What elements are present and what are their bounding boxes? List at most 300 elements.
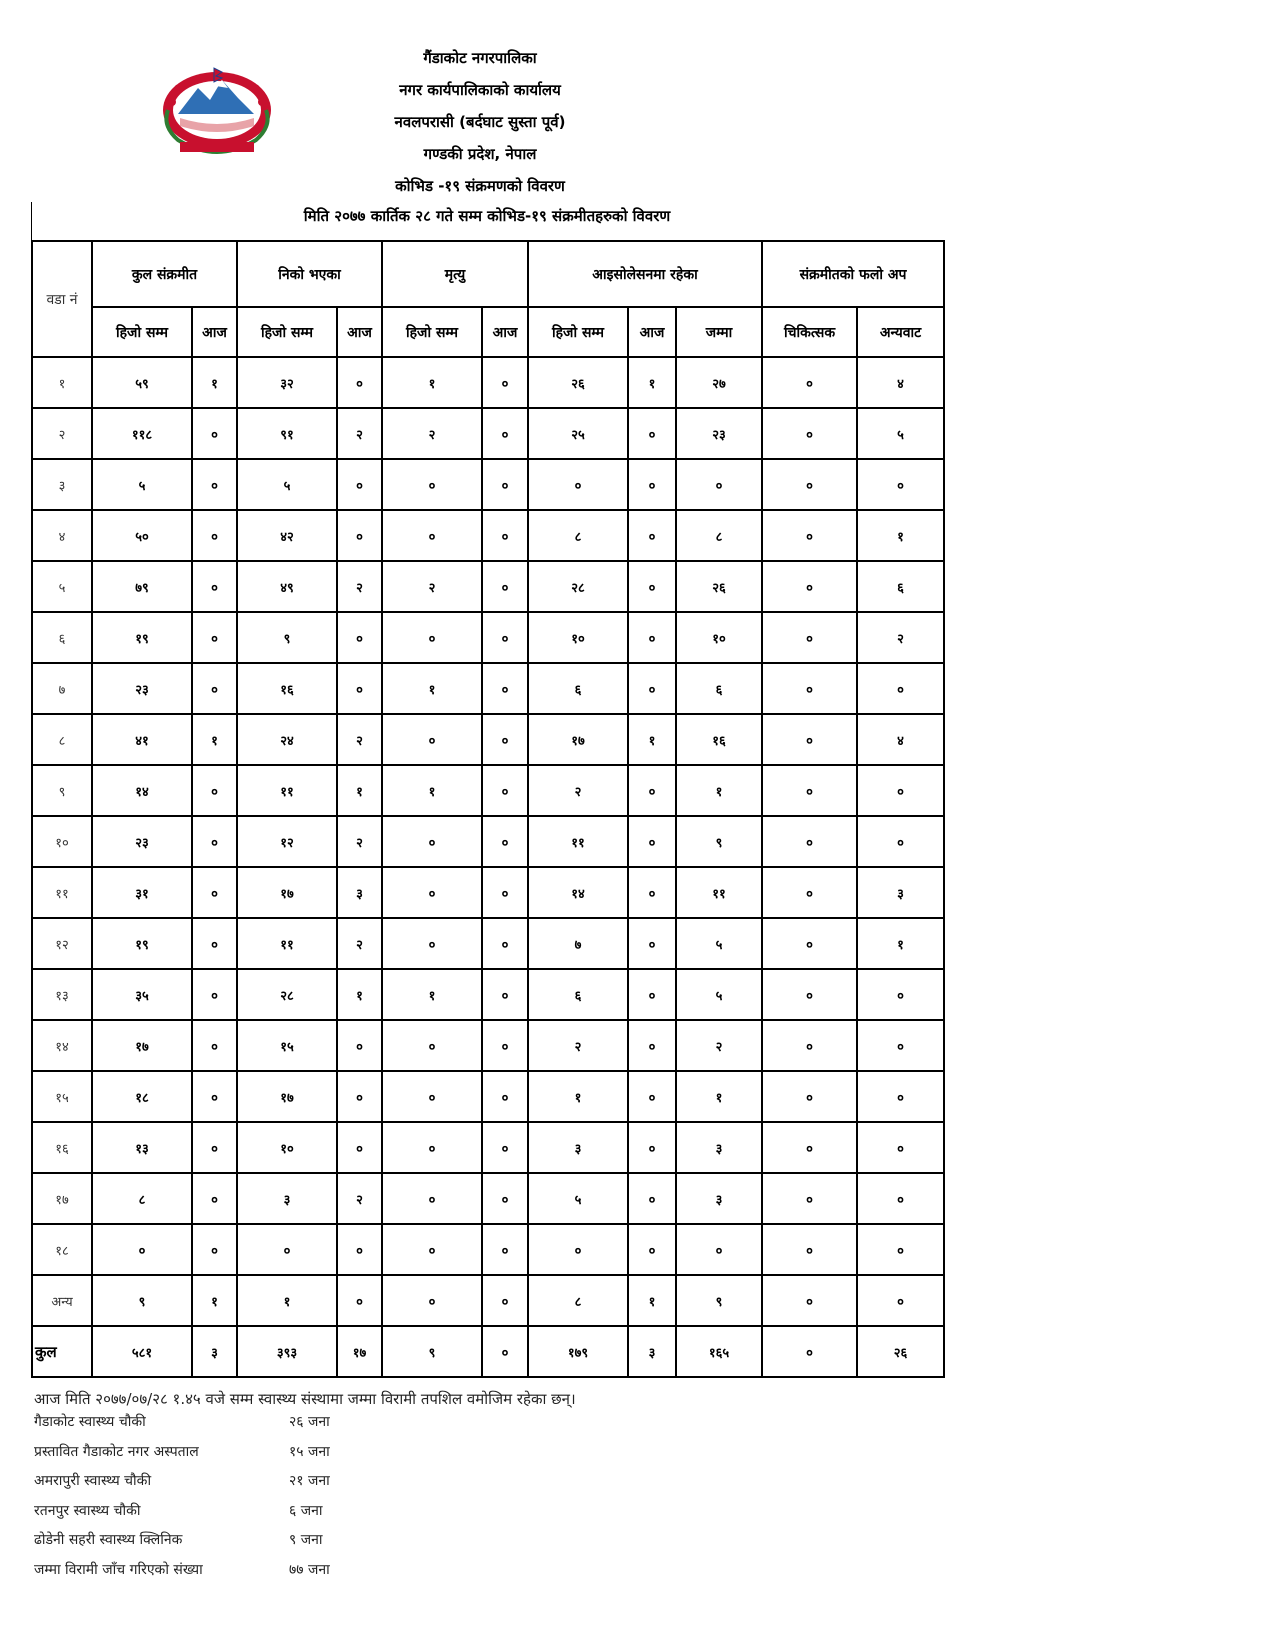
table-row bbox=[32, 969, 944, 1020]
value-cell: ० bbox=[382, 1122, 482, 1173]
value-cell: ० bbox=[192, 663, 237, 714]
value-cell: ० bbox=[857, 1122, 944, 1173]
value-cell: ३५ bbox=[92, 969, 192, 1020]
value-cell: ० bbox=[192, 867, 237, 918]
value-cell: १९ bbox=[92, 918, 192, 969]
value-cell: ० bbox=[192, 612, 237, 663]
value-cell: २३ bbox=[92, 663, 192, 714]
value-cell: ० bbox=[192, 408, 237, 459]
value-cell: ११ bbox=[528, 816, 628, 867]
value-cell: १७९ bbox=[528, 1326, 628, 1377]
value-cell: ० bbox=[382, 918, 482, 969]
facility-patient-count: ७७ जना bbox=[289, 1561, 330, 1578]
value-cell: ३ bbox=[676, 1122, 762, 1173]
value-cell: ० bbox=[382, 1071, 482, 1122]
value-cell: ३२ bbox=[237, 357, 337, 408]
value-cell: ० bbox=[528, 1224, 628, 1275]
value-cell: १ bbox=[628, 714, 676, 765]
value-cell: ० bbox=[762, 1173, 857, 1224]
facility-name: गैडाकोट स्वास्थ्य चौकी bbox=[34, 1414, 146, 1430]
value-cell: ५९ bbox=[92, 357, 192, 408]
value-cell: ६ bbox=[528, 663, 628, 714]
value-cell: ० bbox=[762, 1071, 857, 1122]
table-row bbox=[32, 816, 944, 867]
value-cell: १२ bbox=[237, 816, 337, 867]
value-cell: ० bbox=[857, 1020, 944, 1071]
value-cell: ० bbox=[857, 1173, 944, 1224]
summary-note: आज मिति २०७७/०७/२८ १.४५ वजे सम्म स्वास्थ्य संस्थामा जम्मा विरामी तपशिल वमोजिम रहेका छन्। bbox=[34, 1390, 576, 1408]
table-row bbox=[32, 1173, 944, 1224]
ward-number-cell: ७ bbox=[32, 663, 92, 714]
recovered-header: निको भएका bbox=[237, 241, 382, 307]
value-cell: १ bbox=[192, 357, 237, 408]
value-cell: २ bbox=[528, 765, 628, 816]
value-cell: १३ bbox=[92, 1122, 192, 1173]
value-cell: ० bbox=[237, 1224, 337, 1275]
value-cell: ६ bbox=[528, 969, 628, 1020]
value-cell: ० bbox=[482, 714, 528, 765]
ward-number-cell: १२ bbox=[32, 918, 92, 969]
value-cell: १० bbox=[676, 612, 762, 663]
value-cell: ० bbox=[382, 1224, 482, 1275]
value-cell: ० bbox=[857, 969, 944, 1020]
ward-number-cell: १३ bbox=[32, 969, 92, 1020]
ward-number-cell: १० bbox=[32, 816, 92, 867]
value-cell: ० bbox=[337, 663, 382, 714]
value-cell: २ bbox=[382, 561, 482, 612]
value-cell: २७ bbox=[676, 357, 762, 408]
value-cell: ५८१ bbox=[92, 1326, 192, 1377]
value-cell: ३ bbox=[628, 1326, 676, 1377]
value-cell: २ bbox=[337, 918, 382, 969]
value-cell: २ bbox=[528, 1020, 628, 1071]
value-cell: १ bbox=[528, 1071, 628, 1122]
value-cell: ० bbox=[762, 510, 857, 561]
value-cell: ० bbox=[857, 1071, 944, 1122]
value-cell: ० bbox=[482, 408, 528, 459]
value-cell: ० bbox=[382, 867, 482, 918]
value-cell: ० bbox=[628, 510, 676, 561]
value-cell: ० bbox=[337, 1071, 382, 1122]
value-cell: ० bbox=[628, 1224, 676, 1275]
subheader-cell: आज bbox=[192, 307, 237, 357]
ward-number-cell: १४ bbox=[32, 1020, 92, 1071]
value-cell: २ bbox=[676, 1020, 762, 1071]
value-cell: ० bbox=[482, 510, 528, 561]
value-cell: १७ bbox=[237, 1071, 337, 1122]
value-cell: ० bbox=[762, 408, 857, 459]
value-cell: ० bbox=[762, 918, 857, 969]
table-row bbox=[32, 1020, 944, 1071]
value-cell: ११ bbox=[237, 918, 337, 969]
subheader-cell: हिजो सम्म bbox=[382, 307, 482, 357]
value-cell: २३ bbox=[676, 408, 762, 459]
value-cell: ९ bbox=[237, 612, 337, 663]
facility-row bbox=[34, 1412, 330, 1431]
value-cell: ० bbox=[628, 1071, 676, 1122]
value-cell: ० bbox=[762, 459, 857, 510]
value-cell: ० bbox=[857, 816, 944, 867]
value-cell: ० bbox=[762, 357, 857, 408]
municipality-name: गैंडाकोट नगरपालिका bbox=[423, 49, 537, 67]
ward-number-cell: १६ bbox=[32, 1122, 92, 1173]
value-cell: ० bbox=[192, 1020, 237, 1071]
value-cell: ० bbox=[192, 918, 237, 969]
value-cell: ८ bbox=[92, 1173, 192, 1224]
value-cell: ५ bbox=[676, 918, 762, 969]
value-cell: ४९ bbox=[237, 561, 337, 612]
value-cell: ० bbox=[762, 561, 857, 612]
value-cell: ० bbox=[192, 1224, 237, 1275]
value-cell: ० bbox=[482, 357, 528, 408]
total-row bbox=[32, 1326, 944, 1377]
value-cell: ० bbox=[192, 1122, 237, 1173]
facility-patient-count: १५ जना bbox=[289, 1443, 330, 1460]
value-cell: ८ bbox=[528, 1275, 628, 1326]
value-cell: १८ bbox=[92, 1071, 192, 1122]
value-cell: ० bbox=[382, 1020, 482, 1071]
value-cell: १५ bbox=[237, 1020, 337, 1071]
value-cell: ० bbox=[762, 1275, 857, 1326]
value-cell: २ bbox=[382, 408, 482, 459]
subheader-cell: चिकित्सक bbox=[762, 307, 857, 357]
value-cell: ० bbox=[382, 612, 482, 663]
value-cell: ० bbox=[192, 969, 237, 1020]
facility-row bbox=[34, 1501, 323, 1520]
ward-number-cell: ५ bbox=[32, 561, 92, 612]
value-cell: ० bbox=[482, 765, 528, 816]
value-cell: ० bbox=[337, 612, 382, 663]
value-cell: ७९ bbox=[92, 561, 192, 612]
ward-number-cell: ९ bbox=[32, 765, 92, 816]
value-cell: ० bbox=[482, 1122, 528, 1173]
value-cell: ० bbox=[628, 918, 676, 969]
value-cell: ० bbox=[192, 1173, 237, 1224]
covid-ward-table bbox=[31, 240, 945, 1378]
value-cell: ० bbox=[528, 459, 628, 510]
value-cell: ० bbox=[762, 765, 857, 816]
value-cell: ९ bbox=[676, 816, 762, 867]
value-cell: ४ bbox=[857, 714, 944, 765]
value-cell: ० bbox=[192, 459, 237, 510]
value-cell: १९ bbox=[92, 612, 192, 663]
value-cell: १ bbox=[192, 1275, 237, 1326]
ward-number-cell: १७ bbox=[32, 1173, 92, 1224]
value-cell: ० bbox=[482, 1020, 528, 1071]
isolation-header: आइसोलेसनमा रहेका bbox=[528, 241, 762, 307]
value-cell: ० bbox=[382, 816, 482, 867]
value-cell: ० bbox=[192, 765, 237, 816]
table-row bbox=[32, 1275, 944, 1326]
value-cell: ० bbox=[628, 663, 676, 714]
value-cell: १ bbox=[382, 357, 482, 408]
subheader-cell: हिजो सम्म bbox=[92, 307, 192, 357]
value-cell: ० bbox=[482, 561, 528, 612]
follow-up-header: संक्रमीतको फलो अप bbox=[762, 241, 944, 307]
total-infected-header: कुल संक्रमीत bbox=[92, 241, 237, 307]
value-cell: ० bbox=[337, 459, 382, 510]
value-cell: ३१ bbox=[92, 867, 192, 918]
value-cell: ० bbox=[382, 1173, 482, 1224]
value-cell: ० bbox=[762, 714, 857, 765]
value-cell: २ bbox=[337, 816, 382, 867]
value-cell: २६ bbox=[676, 561, 762, 612]
value-cell: २३ bbox=[92, 816, 192, 867]
value-cell: ० bbox=[482, 918, 528, 969]
value-cell: २४ bbox=[237, 714, 337, 765]
value-cell: ७ bbox=[528, 918, 628, 969]
value-cell: ४ bbox=[857, 357, 944, 408]
value-cell: ० bbox=[628, 612, 676, 663]
ward-number-cell: अन्य bbox=[32, 1275, 92, 1326]
value-cell: ० bbox=[857, 663, 944, 714]
value-cell: ० bbox=[676, 459, 762, 510]
value-cell: ० bbox=[628, 459, 676, 510]
value-cell: २ bbox=[857, 612, 944, 663]
value-cell: ० bbox=[857, 765, 944, 816]
value-cell: ० bbox=[382, 714, 482, 765]
value-cell: ४१ bbox=[92, 714, 192, 765]
value-cell: १ bbox=[676, 765, 762, 816]
value-cell: ५ bbox=[528, 1173, 628, 1224]
value-cell: ११८ bbox=[92, 408, 192, 459]
value-cell: २६ bbox=[857, 1326, 944, 1377]
value-cell: ० bbox=[337, 1122, 382, 1173]
ward-number-cell: २ bbox=[32, 408, 92, 459]
value-cell: १६ bbox=[676, 714, 762, 765]
value-cell: ० bbox=[337, 1275, 382, 1326]
value-cell: ८ bbox=[528, 510, 628, 561]
value-cell: ० bbox=[482, 969, 528, 1020]
subheader-cell: आज bbox=[628, 307, 676, 357]
value-cell: ० bbox=[482, 612, 528, 663]
value-cell: ० bbox=[482, 1275, 528, 1326]
sub-header-row bbox=[32, 307, 944, 357]
value-cell: ३ bbox=[337, 867, 382, 918]
value-cell: १७ bbox=[237, 867, 337, 918]
value-cell: ० bbox=[192, 510, 237, 561]
subheader-cell: हिजो सम्म bbox=[528, 307, 628, 357]
value-cell: १ bbox=[857, 510, 944, 561]
value-cell: ० bbox=[482, 1173, 528, 1224]
table-row bbox=[32, 663, 944, 714]
table-row bbox=[32, 918, 944, 969]
value-cell: २ bbox=[337, 714, 382, 765]
value-cell: ० bbox=[92, 1224, 192, 1275]
value-cell: ९ bbox=[92, 1275, 192, 1326]
group-header-row bbox=[32, 241, 944, 307]
value-cell: ३ bbox=[528, 1122, 628, 1173]
value-cell: ० bbox=[382, 1275, 482, 1326]
value-cell: २ bbox=[337, 408, 382, 459]
value-cell: ० bbox=[482, 1326, 528, 1377]
value-cell: ० bbox=[628, 1020, 676, 1071]
value-cell: ११ bbox=[676, 867, 762, 918]
value-cell: ९ bbox=[382, 1326, 482, 1377]
value-cell: २८ bbox=[528, 561, 628, 612]
value-cell: ० bbox=[337, 1020, 382, 1071]
value-cell: ० bbox=[482, 867, 528, 918]
value-cell: ० bbox=[628, 1173, 676, 1224]
value-cell: ० bbox=[628, 561, 676, 612]
value-cell: ० bbox=[482, 816, 528, 867]
value-cell: ० bbox=[857, 1275, 944, 1326]
value-cell: २ bbox=[337, 1173, 382, 1224]
ward-number-cell: ४ bbox=[32, 510, 92, 561]
value-cell: ३ bbox=[192, 1326, 237, 1377]
value-cell: १४ bbox=[528, 867, 628, 918]
value-cell: १० bbox=[237, 1122, 337, 1173]
document-header bbox=[330, 42, 630, 202]
ward-number-cell: ८ bbox=[32, 714, 92, 765]
nepal-emblem-logo bbox=[158, 66, 276, 158]
value-cell: ० bbox=[337, 1224, 382, 1275]
value-cell: २८ bbox=[237, 969, 337, 1020]
total-label-cell: कुल bbox=[32, 1326, 92, 1377]
value-cell: ० bbox=[762, 663, 857, 714]
facility-patient-count: ६ जना bbox=[289, 1502, 323, 1519]
value-cell: ० bbox=[762, 816, 857, 867]
facility-name: जम्मा विरामी जाँच गरिएको संख्या bbox=[34, 1561, 203, 1578]
value-cell: ० bbox=[482, 1071, 528, 1122]
table-row bbox=[32, 561, 944, 612]
value-cell: १ bbox=[628, 357, 676, 408]
value-cell: ३ bbox=[676, 1173, 762, 1224]
ward-number-cell: १८ bbox=[32, 1224, 92, 1275]
value-cell: ३ bbox=[857, 867, 944, 918]
value-cell: ४२ bbox=[237, 510, 337, 561]
value-cell: १ bbox=[676, 1071, 762, 1122]
value-cell: ० bbox=[628, 816, 676, 867]
value-cell: ८ bbox=[676, 510, 762, 561]
value-cell: १ bbox=[382, 969, 482, 1020]
facility-row bbox=[34, 1560, 330, 1579]
value-cell: ० bbox=[628, 765, 676, 816]
value-cell: १४ bbox=[92, 765, 192, 816]
value-cell: १ bbox=[382, 663, 482, 714]
value-cell: ० bbox=[628, 408, 676, 459]
value-cell: ० bbox=[762, 1326, 857, 1377]
value-cell: २५ bbox=[528, 408, 628, 459]
table-row bbox=[32, 510, 944, 561]
table-row bbox=[32, 408, 944, 459]
ward-number-cell: १५ bbox=[32, 1071, 92, 1122]
deaths-header: मृत्यु bbox=[382, 241, 528, 307]
value-cell: ५ bbox=[237, 459, 337, 510]
district-name: नवलपरासी (बर्दघाट सुस्ता पूर्व) bbox=[394, 113, 566, 131]
table-subtitle: मिति २०७७ कार्तिक २८ गते सम्म कोभिड-१९ संक्रमीतहरुको विवरण bbox=[303, 207, 671, 225]
ward-number-cell: ६ bbox=[32, 612, 92, 663]
ward-number-cell: ११ bbox=[32, 867, 92, 918]
facility-patient-count: ९ जना bbox=[289, 1532, 323, 1548]
value-cell: ० bbox=[192, 816, 237, 867]
value-cell: ० bbox=[482, 459, 528, 510]
value-cell: ० bbox=[482, 663, 528, 714]
document-title: कोभिड -१९ संक्रमणको विवरण bbox=[395, 177, 565, 195]
value-cell: १ bbox=[237, 1275, 337, 1326]
value-cell: ६ bbox=[676, 663, 762, 714]
value-cell: ० bbox=[762, 969, 857, 1020]
facility-name: ढोडेनी सहरी स्वास्थ्य क्लिनिक bbox=[34, 1532, 183, 1548]
subheader-cell: हिजो सम्म bbox=[237, 307, 337, 357]
value-cell: ० bbox=[762, 612, 857, 663]
ward-number-header: वडा नं bbox=[32, 241, 92, 357]
value-cell: ० bbox=[337, 357, 382, 408]
facility-name: प्रस्तावित गैडाकोट नगर अस्पताल bbox=[34, 1443, 199, 1460]
table-row bbox=[32, 867, 944, 918]
facility-patient-count: २६ जना bbox=[289, 1414, 330, 1430]
ward-number-cell: १ bbox=[32, 357, 92, 408]
value-cell: ० bbox=[337, 510, 382, 561]
value-cell: ० bbox=[762, 1020, 857, 1071]
table-row bbox=[32, 714, 944, 765]
value-cell: १ bbox=[337, 765, 382, 816]
value-cell: ११ bbox=[237, 765, 337, 816]
value-cell: १६ bbox=[237, 663, 337, 714]
value-cell: ० bbox=[857, 1224, 944, 1275]
facility-row bbox=[34, 1442, 330, 1461]
value-cell: ० bbox=[628, 1122, 676, 1173]
value-cell: ३ bbox=[237, 1173, 337, 1224]
value-cell: १७ bbox=[92, 1020, 192, 1071]
value-cell: १७ bbox=[528, 714, 628, 765]
ward-number-cell: ३ bbox=[32, 459, 92, 510]
value-cell: ९ bbox=[676, 1275, 762, 1326]
value-cell: १ bbox=[192, 714, 237, 765]
table-row bbox=[32, 459, 944, 510]
value-cell: ५ bbox=[857, 408, 944, 459]
value-cell: २ bbox=[337, 561, 382, 612]
value-cell: १ bbox=[857, 918, 944, 969]
facility-name: अमरापुरी स्वास्थ्य चौकी bbox=[34, 1473, 152, 1489]
facility-patient-count: २१ जना bbox=[289, 1473, 330, 1489]
value-cell: १ bbox=[628, 1275, 676, 1326]
office-name: नगर कार्यपालिकाको कार्यालय bbox=[399, 81, 561, 99]
table-row bbox=[32, 1071, 944, 1122]
table-row bbox=[32, 1224, 944, 1275]
value-cell: २६ bbox=[528, 357, 628, 408]
value-cell: ० bbox=[382, 459, 482, 510]
value-cell: ५ bbox=[676, 969, 762, 1020]
province-name: गण्डकी प्रदेश, नेपाल bbox=[423, 145, 537, 163]
subheader-cell: अन्यवाट bbox=[857, 307, 944, 357]
value-cell: १० bbox=[528, 612, 628, 663]
subheader-cell: आज bbox=[337, 307, 382, 357]
value-cell: १७ bbox=[337, 1326, 382, 1377]
value-cell: १६५ bbox=[676, 1326, 762, 1377]
value-cell: ० bbox=[762, 1224, 857, 1275]
subheader-cell: आज bbox=[482, 307, 528, 357]
value-cell: ० bbox=[857, 459, 944, 510]
value-cell: ९१ bbox=[237, 408, 337, 459]
table-row bbox=[32, 1122, 944, 1173]
value-cell: १ bbox=[337, 969, 382, 1020]
facility-row bbox=[34, 1530, 323, 1549]
table-body bbox=[32, 357, 944, 1377]
value-cell: ० bbox=[628, 969, 676, 1020]
table-row bbox=[32, 765, 944, 816]
value-cell: ० bbox=[192, 1071, 237, 1122]
table-row bbox=[32, 357, 944, 408]
value-cell: ० bbox=[382, 510, 482, 561]
value-cell: ० bbox=[762, 867, 857, 918]
value-cell: ० bbox=[676, 1224, 762, 1275]
value-cell: ५० bbox=[92, 510, 192, 561]
value-cell: ० bbox=[762, 1122, 857, 1173]
value-cell: ० bbox=[482, 1224, 528, 1275]
value-cell: ० bbox=[192, 561, 237, 612]
table-row bbox=[32, 612, 944, 663]
